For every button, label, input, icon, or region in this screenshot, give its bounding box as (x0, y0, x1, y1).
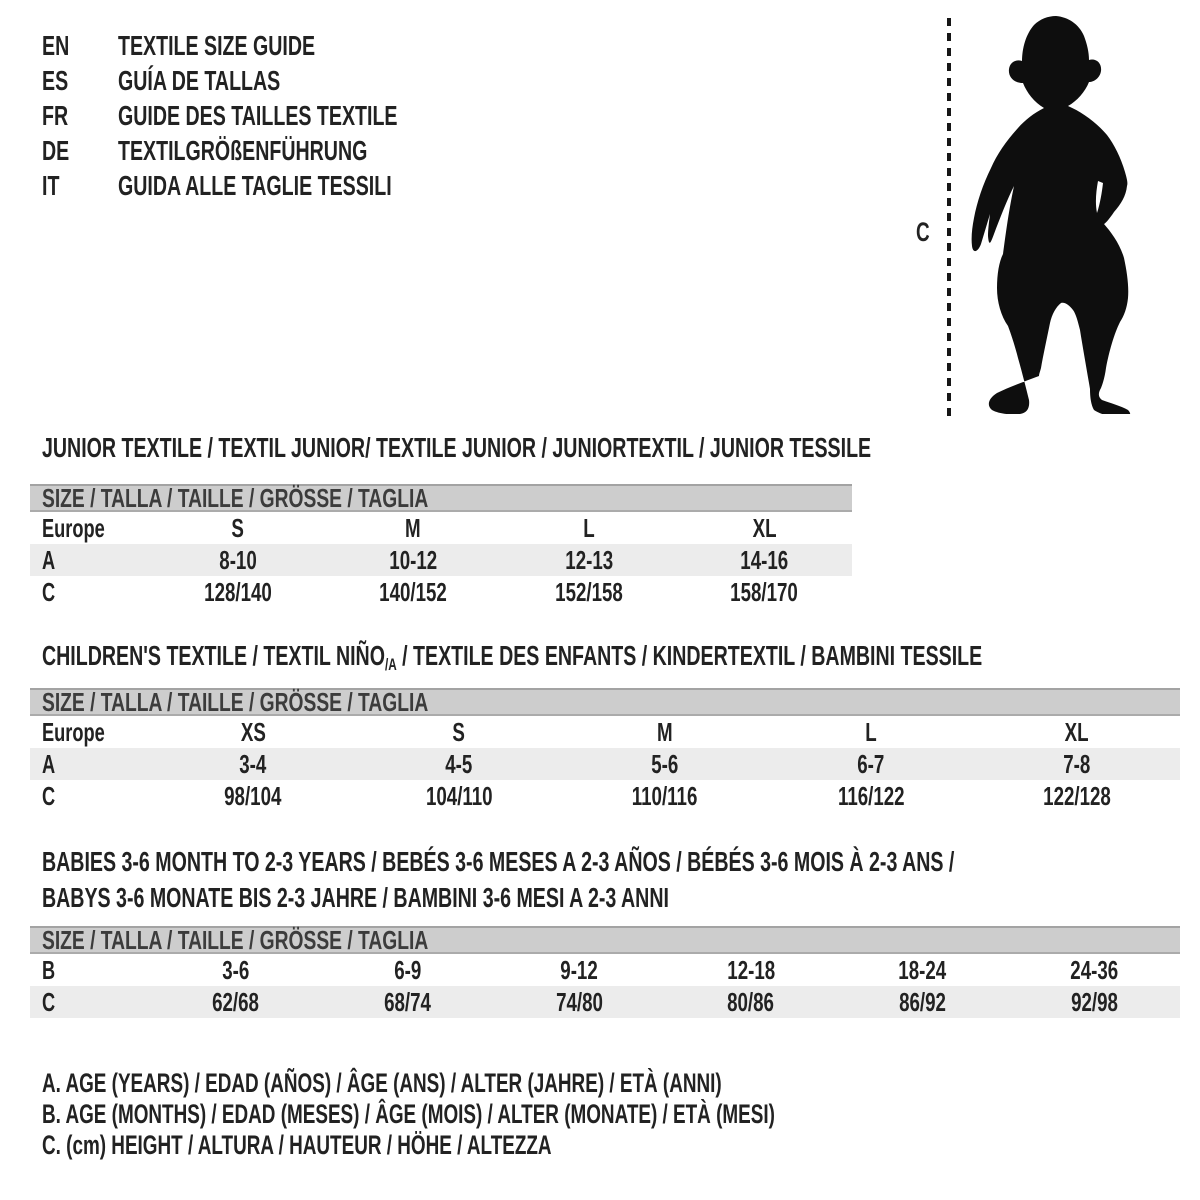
size-value: M (657, 716, 673, 747)
language-title-list (42, 28, 517, 203)
height-value: 158/170 (730, 576, 799, 607)
age-value: 4-5 (445, 748, 473, 779)
legend-line-c: C. (cm) HEIGHT / ALTURA / HAUTEUR / HÖHE / ALTEZZA (42, 1130, 552, 1160)
height-value: 104/110 (425, 780, 493, 811)
children-size-table (30, 688, 1180, 812)
size-value: XL (752, 512, 777, 543)
language-row (42, 133, 517, 168)
row-label: A (42, 748, 56, 779)
age-value: 6-7 (857, 748, 885, 779)
table-row-months (30, 954, 1180, 986)
table-row-age (30, 544, 852, 576)
language-row (42, 63, 517, 98)
legend-line-a: A. AGE (YEARS) / EDAD (AÑOS) / ÂGE (ANS) / ALTER (JAHRE) / ETÀ (ANNI) (42, 1068, 722, 1098)
children-section-title: CHILDREN'S TEXTILE / TEXTIL NIÑO/A / TEXTILE DES ENFANTS / KINDERTEXTIL / BAMBINI TESSILE (42, 640, 983, 675)
language-row (42, 98, 517, 133)
babies-size-table (30, 926, 1180, 1018)
language-row (42, 28, 517, 63)
row-label: Europe (42, 512, 105, 543)
size-value: XS (240, 716, 266, 747)
height-measure-line-icon (946, 18, 952, 416)
height-value: 98/104 (224, 780, 282, 811)
size-value: L (583, 512, 595, 543)
age-value: 3-4 (239, 748, 267, 779)
size-value: XL (1065, 716, 1089, 747)
size-table-header: SIZE / TALLA / TAILLE / GRÖSSE / TAGLIA (30, 688, 1180, 716)
height-value: 110/116 (632, 780, 698, 811)
table-row-europe (30, 512, 852, 544)
height-value: 68/74 (384, 986, 431, 1017)
junior-section-title: JUNIOR TEXTILE / TEXTIL JUNIOR/ TEXTILE JUNIOR / JUNIORTEXTIL / JUNIOR TESSILE (42, 432, 872, 463)
row-label: C (42, 780, 56, 811)
measurement-legend (42, 1068, 1089, 1161)
months-value: 6-9 (393, 954, 422, 985)
height-value: 122/128 (1043, 780, 1111, 811)
language-code: EN (42, 29, 70, 61)
language-code: FR (42, 99, 69, 131)
language-code: DE (42, 134, 70, 166)
junior-size-table (30, 484, 852, 608)
age-value: 7-8 (1063, 748, 1091, 779)
language-code: IT (42, 169, 60, 201)
toddler-silhouette-icon (964, 16, 1142, 414)
height-value: 116/122 (837, 780, 905, 811)
language-title: TEXTILGRÖßENFÜHRUNG (118, 134, 368, 166)
language-title: GUÍA DE TALLAS (118, 64, 281, 96)
size-value: M (405, 512, 422, 543)
language-title: GUIDA ALLE TAGLIE TESSILI (118, 169, 392, 201)
language-row (42, 168, 517, 203)
language-title: GUIDE DES TAILLES TEXTILE (118, 99, 398, 131)
size-value: L (865, 716, 877, 747)
height-value: 140/152 (379, 576, 448, 607)
table-row-height (30, 986, 1180, 1018)
table-row-age (30, 748, 1180, 780)
row-label: C (42, 986, 56, 1017)
table-row-europe (30, 716, 1180, 748)
age-value: 8-10 (219, 544, 257, 575)
months-value: 24-36 (1070, 954, 1119, 985)
size-table-header: SIZE / TALLA / TAILLE / GRÖSSE / TAGLIA (30, 926, 1180, 954)
babies-section-title: BABIES 3-6 MONTH TO 2-3 YEARS / BEBÉS 3-6 MESES A 2-3 AÑOS / BÉBÉS 3-6 MOIS À 2-3 ANS / BABYS 3-6 MONATE BIS 2-3 JAHRE / BAMBINI 3-6 MESI A 2-3 ANNI (42, 846, 955, 913)
size-value: S (452, 716, 466, 747)
language-code: ES (42, 64, 69, 96)
row-label: C (42, 576, 56, 607)
height-value: 80/86 (727, 986, 775, 1017)
height-value: 128/140 (203, 576, 272, 607)
months-value: 9-12 (560, 954, 598, 985)
height-value: 62/68 (212, 986, 260, 1017)
height-measure-label: C (916, 217, 930, 247)
age-value: 10-12 (389, 544, 438, 575)
months-value: 12-18 (726, 954, 775, 985)
age-value: 5-6 (651, 748, 679, 779)
height-value: 92/98 (1070, 986, 1118, 1017)
row-label: Europe (42, 716, 105, 747)
height-value: 86/92 (899, 986, 946, 1017)
legend-line-b: B. AGE (MONTHS) / EDAD (MESES) / ÂGE (MOIS) / ALTER (MONATE) / ETÀ (MESI) (42, 1099, 775, 1129)
row-label: B (42, 954, 56, 985)
size-table-header: SIZE / TALLA / TAILLE / GRÖSSE / TAGLIA (30, 484, 852, 512)
nino-a-subscript: /A (384, 655, 397, 675)
row-label: A (42, 544, 56, 575)
language-title: TEXTILE SIZE GUIDE (118, 29, 316, 61)
age-value: 14-16 (740, 544, 789, 575)
height-value: 152/158 (554, 576, 623, 607)
age-value: 12-13 (564, 544, 613, 575)
table-row-height (30, 780, 1180, 812)
size-value: S (231, 512, 244, 543)
height-value: 74/80 (555, 986, 603, 1017)
months-value: 3-6 (222, 954, 250, 985)
months-value: 18-24 (898, 954, 947, 985)
table-row-height (30, 576, 852, 608)
